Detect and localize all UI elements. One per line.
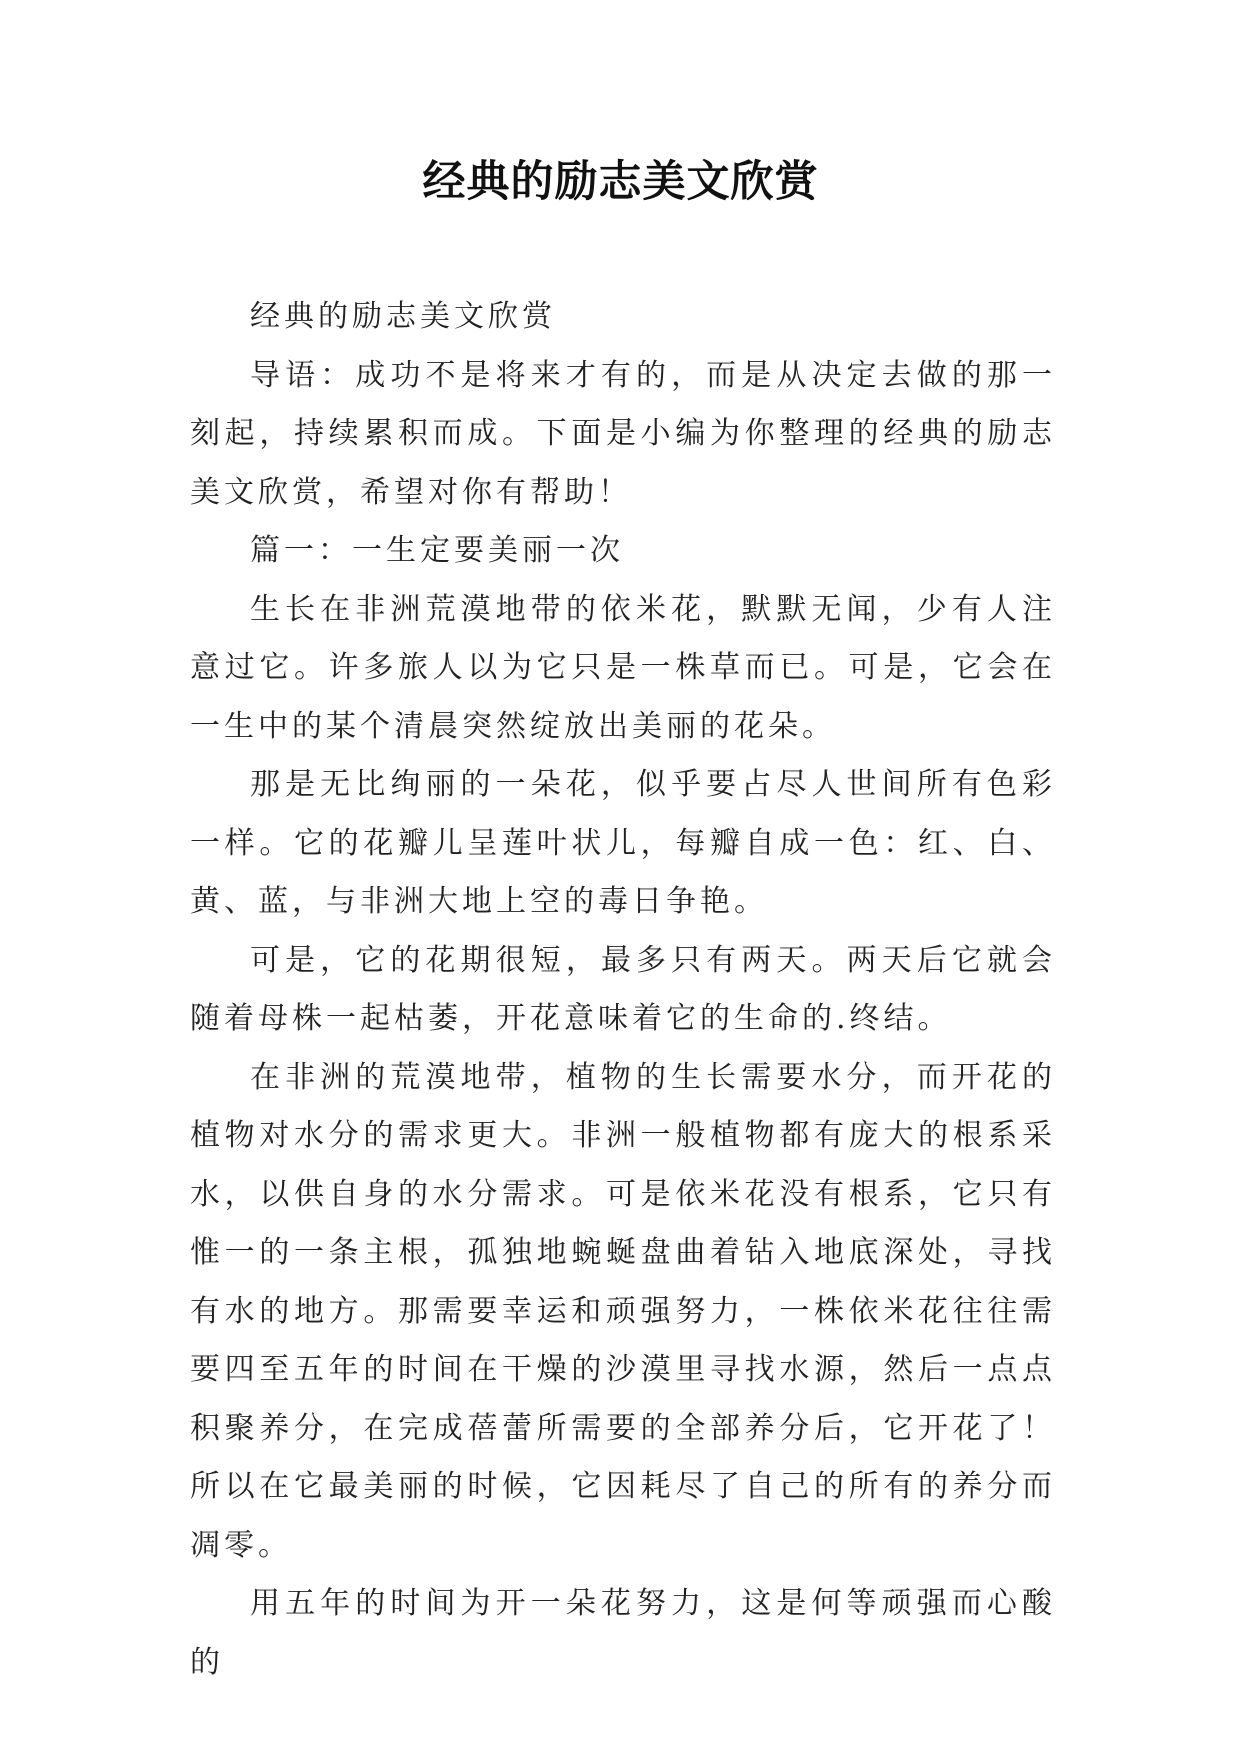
paragraph-body: 生长在非洲荒漠地带的依米花，默默无闻，少有人注意过它。许多旅人以为它只是一株草而已。可是，它会在一生中的某个清晨突然绽放出美丽的花朵。 <box>190 591 1056 744</box>
paragraph-body: 那是无比绚丽的一朵花，似乎要占尽人世间所有色彩一样。它的花瓣儿呈莲叶状儿，每瓣自成一色：红、白、黄、蓝，与非洲大地上空的毒日争艳。 <box>190 767 1056 919</box>
paragraph-intro: 导语：成功不是将来才有的，而是从决定去做的那一刻起，持续累积而成。下面是小编为你整理的经典的励志美文欣赏，希望对你有帮助！ <box>190 357 1056 510</box>
paragraph-section-heading: 篇一：一生定要美丽一次 <box>250 533 624 568</box>
paragraph-body: 用五年的时间为开一朵花努力，这是何等顽强而心酸的 <box>190 1586 1056 1680</box>
document-body <box>190 288 1056 1692</box>
paragraph-subtitle: 经典的励志美文欣赏 <box>250 299 556 334</box>
document-title: 经典的励志美文欣赏 <box>422 157 819 207</box>
paragraph-body: 在非洲的荒漠地带，植物的生长需要水分，而开花的植物对水分的需求更大。非洲一般植物都有庞大的根系采水，以供自身的水分需求。可是依米花没有根系，它只有惟一的一条主根，孤独地蜿蜒盘曲着钻入地底深处，寻找有水的地方。那需要幸运和顽强努力，一株依米花往往需要四至五年的时间在干燥的沙漠里寻找水源，然后一点点积聚养分，在完成蓓蕾所需要的全部养分后，它开花了！所以在它最美丽的时候，它因耗尽了自己的所有的养分而凋零。 <box>190 1059 1056 1563</box>
paragraph-body: 可是，它的花期很短，最多只有两天。两天后它就会随着母株一起枯萎，开花意味着它的生命的.终结。 <box>190 942 1056 1036</box>
